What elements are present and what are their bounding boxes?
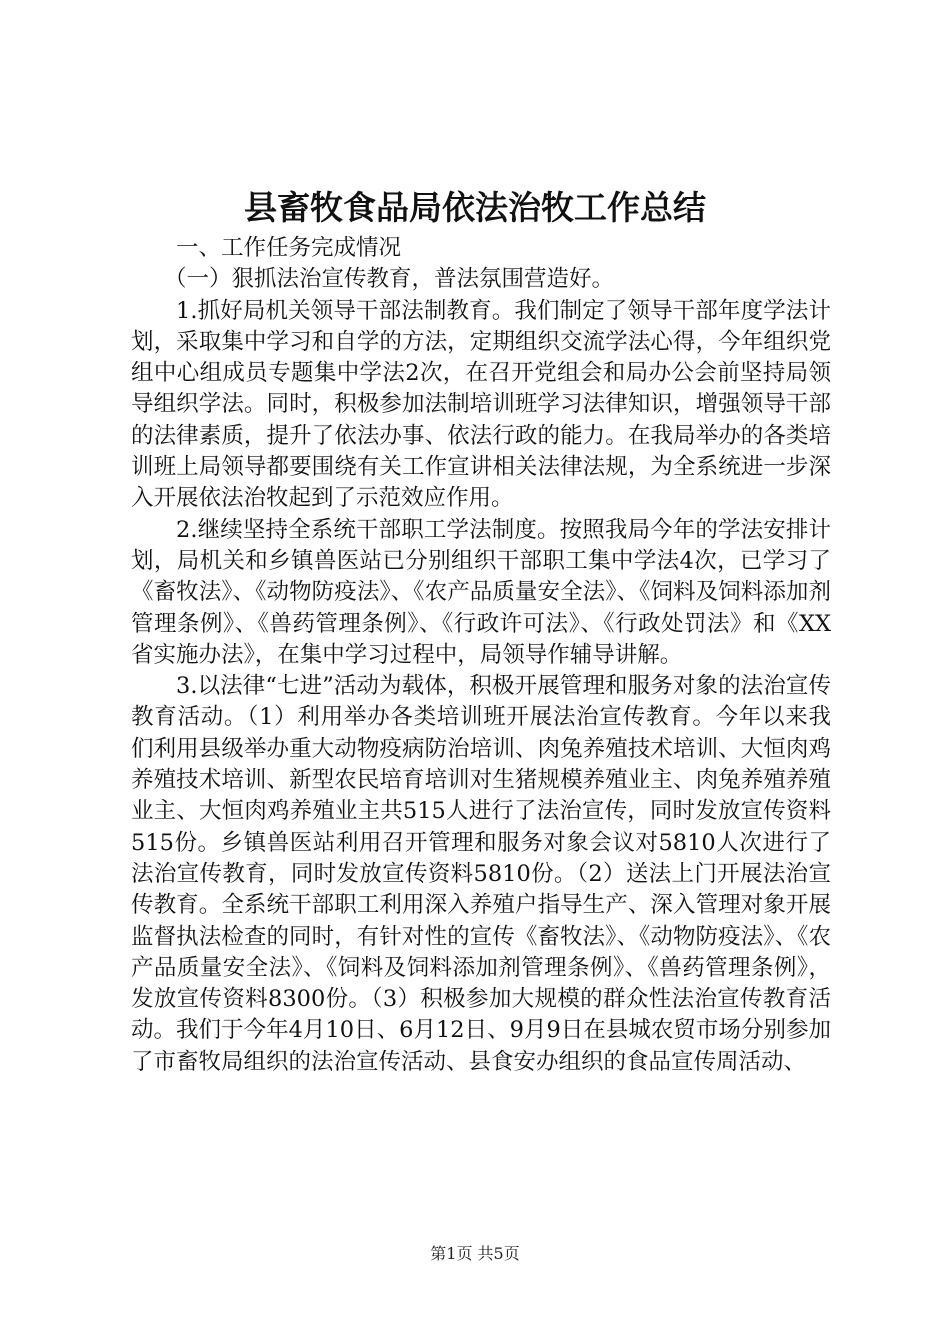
body-paragraph: 2.继续坚持全系统干部职工学法制度。按照我局今年的学法安排计划，局机关和乡镇兽医站已分别组织干部职工集中学法4次，已学习了《畜牧法》、《动物防疫法》、《农产品质量安全法》、《饲料及饲料添加剂管理条例》、《兽药管理条例》、《行政许可法》、《行政处罚法》和《XX省实施办法》，在集中学习过程中，局领导作辅导讲解。 [131,516,831,668]
document-body [131,233,831,1078]
document-title: 县畜牧食品局依法治牧工作总结 [244,188,706,227]
subsection-heading: （一）狠抓法治宣传教育，普法氛围营造好。 [164,266,615,293]
body-paragraph: 1.抓好局机关领导干部法制教育。我们制定了领导干部年度学法计划，采取集中学习和自学的方法，定期组织交流学法心得，今年组织党组中心组成员专题集中学法2次，在召开党组会和局办公会前坚持局领导组织学法。同时，积极参加法制培训班学习法律知识，增强领导干部的法律素质，提升了依法办事、依法行政的能力。在我局举办的各类培训班上局领导都要围绕有关工作宣讲相关法律法规，为全系统进一步深入开展依法治牧起到了示范效应作用。 [131,297,831,512]
body-paragraph: 3.以法律“七进”活动为载体，积极开展管理和服务对象的法治宣传教育活动。（1）利用举办各类培训班开展法治宣传教育。今年以来我们利用县级举办重大动物疫病防治培训、肉兔养殖技术培训、大恒肉鸡养殖技术培训、新型农民培育培训对生猪规模养殖业主、肉兔养殖养殖业主、大恒肉鸡养殖业主共515人进行了法治宣传，同时发放宣传资料515份。乡镇兽医站利用召开管理和服务对象会议对5810人次进行了法治宣传教育，同时发放宣传资料5810份。（2）送法上门开展法治宣传教育。全系统干部职工利用深入养殖户指导生产、深入管理对象开展监督执法检查的同时，有针对性的宣传《畜牧法》、《动物防疫法》、《农产品质量安全法》、《饲料及饲料添加剂管理条例》、《兽药管理条例》，发放宣传资料8300份。（3）积极参加大规模的群众性法治宣传教育活动。我们于今年4月10日、6月12日、9月9日在县城农贸市场分别参加了市畜牧局组织的法治宣传活动、县食安办组织的食品宣传周活动、 [131,673,831,1075]
page-footer: 第1页 共5页 [430,1244,520,1263]
section-heading: 一、工作任务完成情况 [176,235,402,261]
